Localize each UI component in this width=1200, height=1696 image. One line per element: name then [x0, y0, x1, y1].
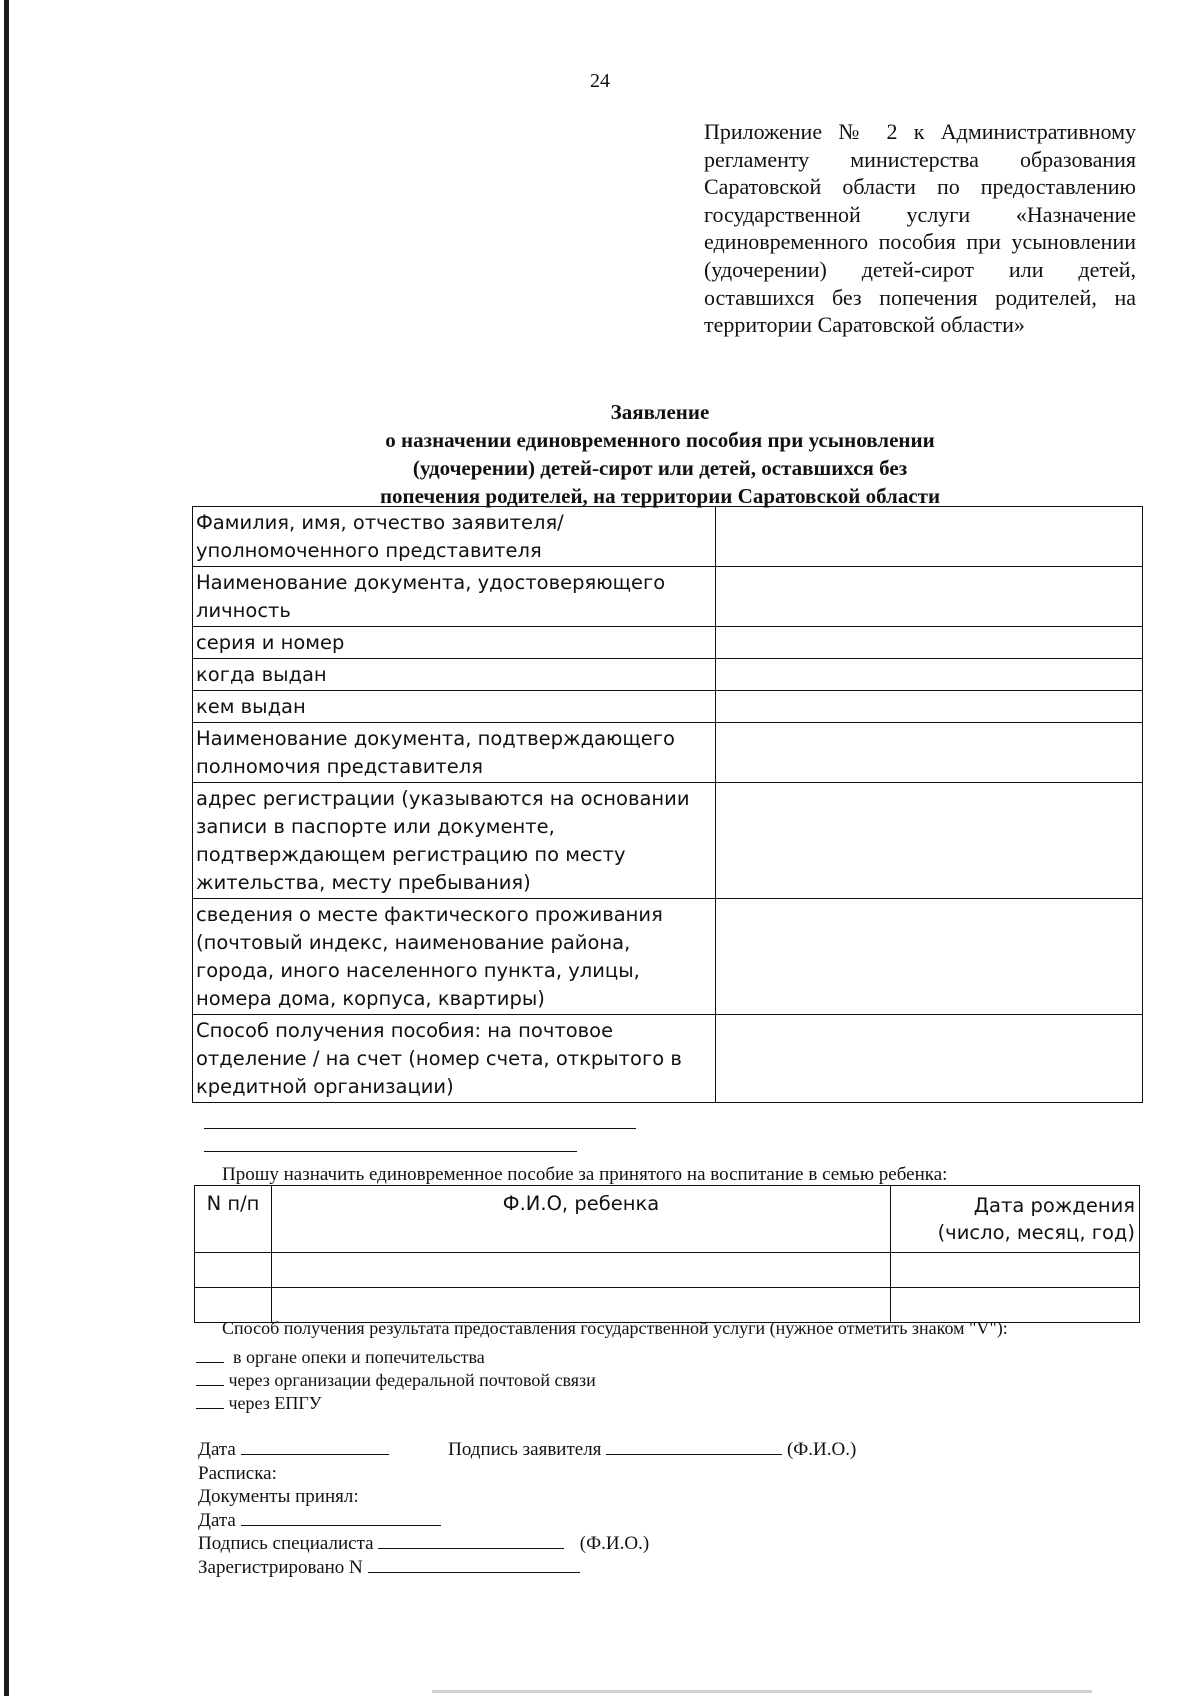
- specialist-sign-blank[interactable]: [378, 1532, 564, 1549]
- table-row: [193, 783, 1143, 899]
- row-value-field[interactable]: [716, 783, 1143, 899]
- table-row: [193, 1015, 1143, 1103]
- scan-artifact: [432, 1690, 1092, 1693]
- row-label: когда выдан: [193, 659, 716, 691]
- option-checkbox-line[interactable]: [196, 1369, 224, 1386]
- cell-birthdate[interactable]: [891, 1253, 1140, 1288]
- row-value-field[interactable]: [716, 1015, 1143, 1103]
- registered-label: Зарегистрировано N: [198, 1556, 363, 1578]
- row-value-field[interactable]: [716, 691, 1143, 723]
- option-checkbox-line[interactable]: [196, 1346, 224, 1363]
- row-label: Способ получения пособия: на почтовое отделение / на счет (номер счета, открытого в кредитной организации): [193, 1015, 716, 1103]
- date-label: Дата: [198, 1439, 236, 1460]
- option-label: через ЕПГУ: [228, 1393, 322, 1413]
- date-blank[interactable]: [241, 1438, 389, 1455]
- table-row: [193, 691, 1143, 723]
- row-label: кем выдан: [193, 691, 716, 723]
- blank-lines: [204, 1128, 636, 1152]
- scan-edge: [4, 0, 9, 1696]
- applicant-sign-blank[interactable]: [606, 1438, 782, 1455]
- option-item: [196, 1346, 596, 1369]
- title-line: Заявление: [610, 400, 710, 424]
- registered-blank[interactable]: [368, 1556, 580, 1573]
- table-row: [193, 723, 1143, 783]
- row-value-field[interactable]: [716, 627, 1143, 659]
- table-row: [195, 1253, 1140, 1288]
- docs-accepted-label: Документы принял:: [198, 1486, 359, 1507]
- cell-name[interactable]: [272, 1253, 891, 1288]
- option-checkbox-line[interactable]: [196, 1392, 224, 1409]
- signature-block: [198, 1438, 856, 1579]
- option-label: через организации федеральной почтовой связи: [228, 1370, 596, 1390]
- date-line-2: [198, 1509, 856, 1533]
- blank-line[interactable]: [204, 1151, 577, 1152]
- table-row: [193, 507, 1143, 567]
- title-line: попечения родителей, на территории Саратовской области: [379, 484, 941, 508]
- column-header-birthdate: Дата рождения (число, месяц, год): [891, 1186, 1140, 1253]
- result-method-options: [196, 1346, 596, 1415]
- title-line: (удочерении) детей-сирот или детей, оставшихся без: [412, 456, 908, 480]
- option-item: [196, 1392, 596, 1415]
- table-row: [193, 899, 1143, 1015]
- page-number: 24: [590, 70, 610, 92]
- row-label: Фамилия, имя, отчество заявителя/уполномоченного представителя: [193, 507, 716, 567]
- specialist-sign-line: [198, 1532, 856, 1556]
- applicant-sign-label: Подпись заявителя: [448, 1439, 602, 1460]
- row-value-field[interactable]: [716, 507, 1143, 567]
- title-line: о назначении единовременного пособия при усыновлении: [385, 428, 935, 452]
- row-label: адрес регистрации (указываются на основании записи в паспорте или документе, подтверждающем регистрацию по месту жительства, месту пребывания): [193, 783, 716, 899]
- table-row: [193, 627, 1143, 659]
- row-value-field[interactable]: [716, 899, 1143, 1015]
- applicant-table: [192, 506, 1143, 1103]
- receipt-label: Расписка:: [198, 1462, 277, 1484]
- child-table: [194, 1185, 1140, 1323]
- row-value-field[interactable]: [716, 723, 1143, 783]
- table-row: [193, 567, 1143, 627]
- row-value-field[interactable]: [716, 567, 1143, 627]
- request-text: Прошу назначить единовременное пособие за принятого на воспитание в семью ребенка:: [222, 1164, 948, 1185]
- document-title: [160, 398, 1160, 510]
- registered-line: [198, 1556, 856, 1580]
- row-value-field[interactable]: [716, 659, 1143, 691]
- table-header-row: [195, 1186, 1140, 1253]
- result-method-label: Способ получения результата предоставления государственной услуги (нужное отметить знаком "V"):: [222, 1318, 1008, 1338]
- column-header-name: Ф.И.О, ребенка: [272, 1186, 891, 1253]
- row-label: серия и номер: [193, 627, 716, 659]
- date-line: [198, 1438, 856, 1462]
- appendix-note: Приложение № 2 к Административному регламенту министерства образования Саратовской области по предоставлению государственной услуги «Назначение единовременного пособия при усыновлении (удочерении) детей-сирот или детей, оставшихся без попечения родителей, на территории Саратовской области»: [704, 119, 1136, 338]
- specialist-sign-label: Подпись специалиста: [198, 1533, 374, 1554]
- fio-label: (Ф.И.О.): [786, 1439, 857, 1460]
- option-label: в органе опеки и попечительства: [233, 1347, 485, 1367]
- table-row: [193, 659, 1143, 691]
- option-item: [196, 1369, 596, 1392]
- row-label: сведения о месте фактического проживания (почтовый индекс, наименование района, города, иного населенного пункта, улицы, номера дома, корпуса, квартиры): [193, 899, 716, 1015]
- date-label: Дата: [198, 1509, 236, 1531]
- row-label: Наименование документа, подтверждающего полномочия представителя: [193, 723, 716, 783]
- blank-line[interactable]: [204, 1128, 636, 1129]
- row-label: Наименование документа, удостоверяющего личность: [193, 567, 716, 627]
- column-header-number: N п/п: [195, 1186, 272, 1253]
- cell-number[interactable]: [195, 1253, 272, 1288]
- fio-label: (Ф.И.О.): [579, 1533, 650, 1554]
- date-blank[interactable]: [241, 1509, 441, 1526]
